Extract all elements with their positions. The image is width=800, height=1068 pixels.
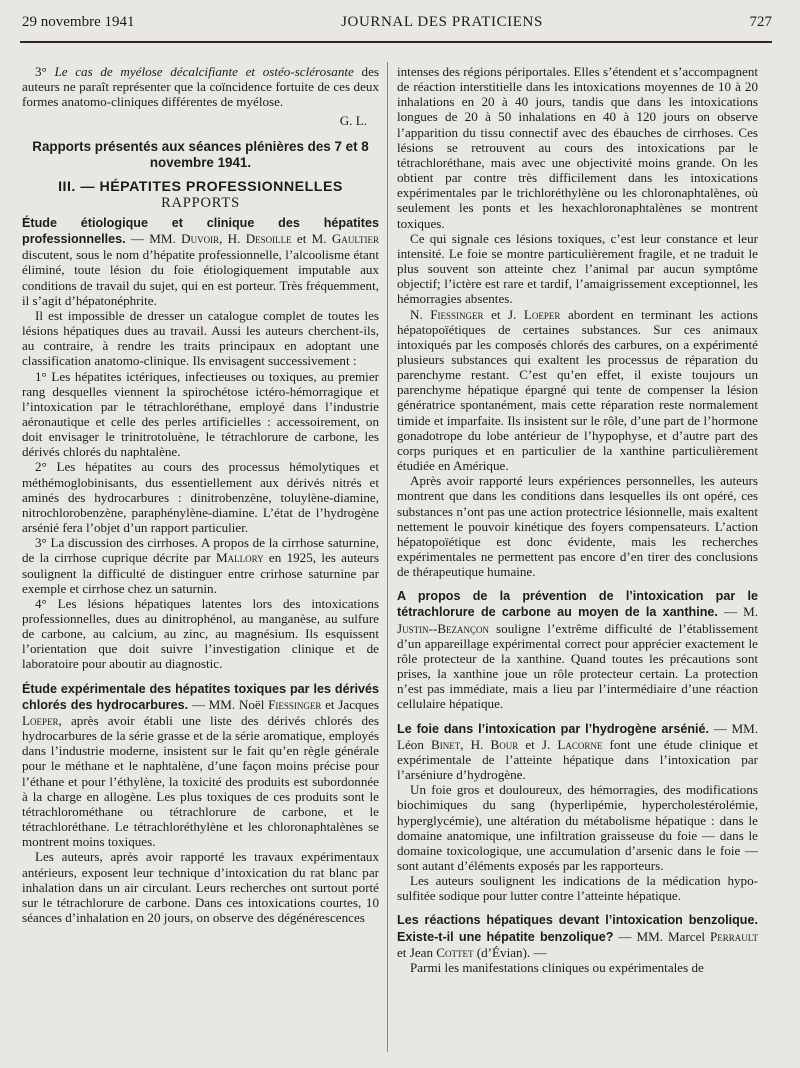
paragraph-soulignent: Les auteurs soulignent les indications de la médication hypo-sulfitée sodique pour lutter contre l’atteinte hépatique. xyxy=(397,873,758,904)
prevention-heading: A propos de la prévention de l’intoxication par le tétrachlorure de carbone au moyen de la xanthine. xyxy=(397,589,758,620)
paragraph-item-4: 4° Les lésions hépatiques latentes lors des intoxications professionnelles, dues au dinitrophénol, au manganèse, au sulfure de carbone, au calcium, au zinc, au magnésium. Ils esquissent l’orientation que doit suivre l’investigation clinique et de laboratoire pour aboutir au diagnostic. xyxy=(22,595,379,672)
foie-arsenie-heading: Le foie dans l’intoxication par l’hydrogène arsénié. xyxy=(397,721,710,736)
paragraph-continuation: intenses des régions périportales. Elles s’étendent et s’accompagnent de réaction interstitielle dans les intoxications moyennes de 10 à 20 inhalations en 20 à 40 jours, tandis que dans les intoxications longues de 20 à 50 inhalations en 40 à 120 jours on observe l’apparition du tissu connectif avec des ébauches de cirrhoses. Ces lésions se retrouvent au cours des intoxications par le tétrachloréthane, mais avec une objectivité moins grande. On les obtient par contre très difficilement dans les intoxications expérimentales par le trichloréthylène ou les chloronaphtalènes, où seulement les ponts et les hexachloronaphtalènes se montrent toxiques. xyxy=(397,64,758,231)
paragraph-signale: Ce qui signale ces lésions toxiques, c’est leur constance et leur intensité. Le foie se montre particulièrement fragile, et ne traduit le plus souvent son atteinte chez l’animal par aucun symptôme objectif; l’ictère est rare et tardif, l’amaigrissement exceptionnel, les hémorragies absentes. xyxy=(397,230,758,307)
paragraph-foie-gros: Un foie gros et douloureux, des hémorragies, des modifications biochimiques du sang (hyperlipémie, hypercholestérolémie, hyperglycémie), une altération du métabolisme hépatique : dans le domaine anatomique, une infiltration graisseuse du foie — dans le domaine toxicologique, une accumulation d’arsenic dans le foie — sont autant d’éléments exposés par les rapporteurs. xyxy=(397,782,758,873)
etude-experimentale-heading: Étude expérimentale des hépatites toxiques par les dérivés chlorés des hydrocarbures. xyxy=(22,681,379,712)
header-journal-title: JOURNAL DES PRATICIENS xyxy=(341,14,543,30)
paragraph-catalogue: Il est impossible de dresser un catalogue complet de toutes les lésions hépatiques dues au travail. Aussi les auteurs cherchent-ils, au contraire, à rendre les traits principaux en adoptant une classification anatomo-clinique. Ils envisagent successivement : xyxy=(22,307,379,369)
sessions-heading: Rapports présentés aux séances plénières des 7 et 8 novembre 1941. xyxy=(32,138,369,170)
benzolique-paragraph: Les réactions hépatiques devant l’intoxication benzolique. Existe-t-il une hépatite benzolique? — MM. Marcel Perrault et Jean Cottet (d’Évian). — xyxy=(397,913,758,960)
right-column xyxy=(397,64,758,975)
etude-experimentale-paragraph: Étude expérimentale des hépatites toxiques par les dérivés chlorés des hydrocarbures. — MM. Noël Fiessinger et Jacques Loeper, après avoir établi une liste des dérivés chlorés des hydrocarbures de la série grasse et de la série aromatique, employés dans l’industrie moderne, insistent sur le fait qu’en règle générale pour le méthane et le naphtalène, d’une façon moins précise pour l’éthane et pour l’éthylène, la toxicité des produits est subordonnée à la charge en allogène. Les plus toxiques de ces produits sont le tétrachlorométhane ou tétrachlorure de carbone, et le tétrachloréthane. Le tétrachloréthylène et les chloronaphtalènes se montrent moins toxiques. xyxy=(22,681,380,850)
paragraph-apres: Après avoir rapporté leurs expériences personnelles, les auteurs montrent que dans les conditions dans lesquelles ils ont opéré, ces substances n’ont pas une action protectrice lésionnelle, mais exaltent nettement le pouvoir kinétique des foyers compensateurs. L’action hépatopoïétique est donc évidente, mais les recherches expérimentales ne permettent pas encore d’en tirer des conclusions de thérapeutique humaine. xyxy=(397,473,758,580)
paragraph-travaux: Les auteurs, après avoir rapporté les travaux expérimentaux antérieurs, exposent leur technique d’intoxication du rat blanc par inhalation dans un air circulant. Leurs recherches ont surtout porté sur le tétrachlorure de carbone. Dans ces intoxications courtes, 10 séances d’inhalation en 20 jours, on observe des dégénérescences xyxy=(22,849,379,925)
paragraph-item-2: 2° Les hépatites au cours des processus hémolytiques et méthémoglobinisants, dus essentiellement aux dérivés nitrés et aminés des hydrocarbures : dinitrobenzène, toluylène-diamine, nitrochlorobenzène, paraphénylène-diamine. L’état de l’hydrogène arsénié fera l’objet d’un rapport particulier. xyxy=(22,459,379,536)
header-rule xyxy=(20,41,772,43)
paragraph-parmi: Parmi les manifestations cliniques ou expérimentales de xyxy=(410,959,704,975)
etude-etiologique-heading: Étude étiologique et clinique des hépatites professionnelles. xyxy=(22,215,379,247)
header-date: 29 novembre 1941 xyxy=(22,14,135,30)
paragraph-item-1: 1° Les hépatites ictériques, infectieuses ou toxiques, au premier rang desquelles viennent la spirochétose ictéro-hémorragique et l’intoxication par le tétrachloréthane, employé dans l’industrie aéronautique et celle des perles artificielles : accessoirement, on doit envisager le trinitrotoluène, le tétrachlorure de carbone, les dérivés chlorés du naphtalène. xyxy=(22,368,379,460)
left-column xyxy=(22,64,379,925)
paragraph-fiessinger: N. Fiessinger et J. Loeper abordent en terminant les actions hépatopoïétiques de certaines substances. Sur ces animaux intoxiqués par les composés chlorés des carbures, on a expérimenté plusieurs substances qui exaltent les processus de réparation du parenchyme restant. C’est qu’en effet, il existe toujours un parenchyme hépatique épargné qui tente de compenser la lésion génératrice spontanément, mais cette réparation reste normalement timide et imparfaite. Ils insistent sur le rôle, d’une part de l’hormone gonadotrope du lobe antérieur de l’hypophyse, et d’autre part des corps puriques et en particulier de la xanthine particulièrement étudiée en Amérique. xyxy=(397,306,759,474)
etude-etiologique-paragraph: Étude étiologique et clinique des hépatites professionnelles. — MM. Duvoir, H. Desoille et M. Gaultier discutent, sous le nom d’hépatite professionnelle, l’alcoolisme étant éliminé, toute lésion du foie étiologiquement imputable aux conditions de travail du sujet, qui en est porteur. Très fréquemment, il s’agit d’hépatonéphrite. xyxy=(22,215,379,308)
prevention-paragraph: A propos de la prévention de l’intoxication par le tétrachlorure de carbone au moyen de la xanthine. — M. Justin--Bezançon souligne l’extrême difficulté de l’établissement d’un appareillage expérimental correct pour apprécier exactement le rôle protecteur de la xanthine. Quand toutes les précautions sont prises, la xanthine joue un rôle protecteur certain. La protection n’est pas immédiate, mais a lieu par l’intermédiaire d’une réaction cellulaire hépatique. xyxy=(397,589,758,712)
page-header xyxy=(22,14,772,40)
benzolique-heading: Les réactions hépatiques devant l’intoxication benzolique. Existe-t-il une hépatite benzolique? xyxy=(397,913,758,944)
header-page-number: 727 xyxy=(749,14,772,30)
column-divider xyxy=(387,62,388,1052)
foie-arsenie-paragraph: Le foie dans l’intoxication par l’hydrogène arsénié. — MM. Léon Binet, H. Bour et J. Lacorne font une étude clinique et expérimentale de l’atteinte hépatique dans l’intoxication par l’arséniure d’hydrogène. xyxy=(397,720,758,783)
section-heading: III. — HÉPATITES PROFESSIONNELLES xyxy=(58,178,343,195)
signature: G. L. xyxy=(339,113,367,129)
paragraph-myelose: 3° Le cas de myélose décalcifiante et ostéo-sclérosante des auteurs ne paraît représenter que la coïncidence fortuite de ces deux formes anatomo-cliniques différentes de myélose. xyxy=(22,64,379,110)
rapports-heading: RAPPORTS xyxy=(161,194,240,211)
paragraph-item-3: 3° La discussion des cirrhoses. A propos de la cirrhose saturnine, de la cirrhose cuprique décrite par Mallory en 1925, les auteurs soulignent la difficulté de distinguer entre crirhose saturnine par exemple et cirrhose chez un saturnin. xyxy=(22,535,379,596)
